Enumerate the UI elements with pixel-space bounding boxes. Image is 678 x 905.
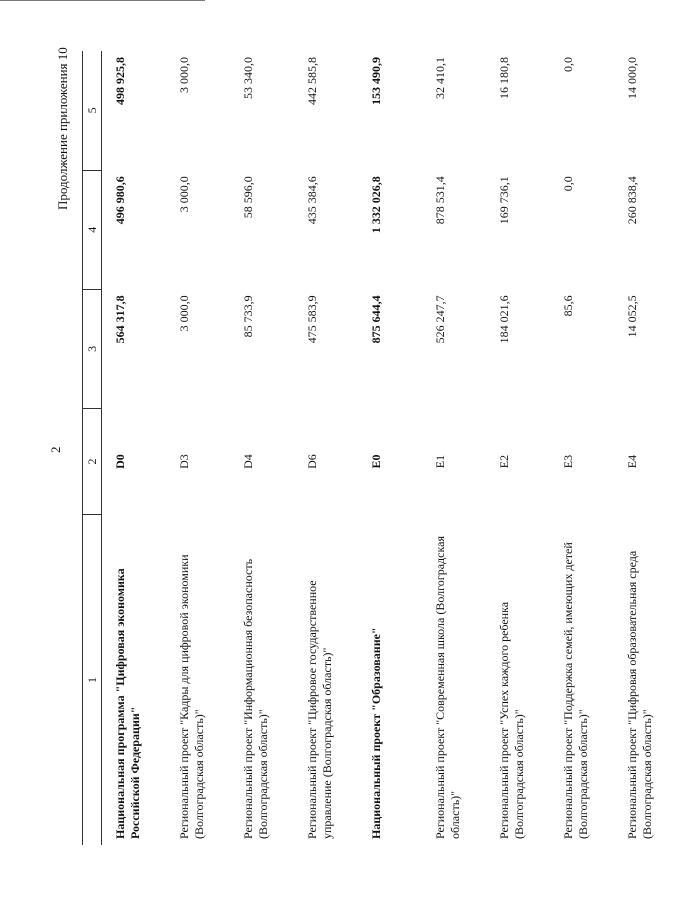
table-row bbox=[294, 51, 358, 845]
row-value-col-4: 260 838,4 bbox=[625, 176, 639, 225]
table-row bbox=[358, 51, 422, 845]
table-row bbox=[422, 51, 486, 845]
row-code: D6 bbox=[305, 454, 319, 469]
row-value-col-3: 3 000,0 bbox=[177, 295, 191, 332]
row-code: D4 bbox=[241, 454, 255, 469]
row-name: Региональный проект "Цифровая образовательная среда (Волгоградская область)" bbox=[625, 550, 654, 839]
table-row bbox=[486, 51, 550, 845]
header-row bbox=[83, 51, 102, 845]
row-value-col-5: 53 340,0 bbox=[241, 57, 255, 99]
table-row bbox=[614, 51, 678, 845]
row-value-col-4: 435 384,6 bbox=[305, 176, 319, 225]
row-value-col-4: 3 000,0 bbox=[177, 176, 191, 213]
row-value-col-3: 475 583,9 bbox=[305, 295, 319, 344]
header-col-5: 5 bbox=[83, 51, 102, 170]
table-row bbox=[230, 51, 294, 845]
row-value-col-5: 14 000,0 bbox=[625, 57, 639, 99]
row-name: Региональный проект "Успех каждого ребенка (Волгоградская область)" bbox=[497, 601, 526, 839]
row-value-col-3: 14 052,5 bbox=[625, 295, 639, 338]
row-code: E4 bbox=[625, 454, 639, 469]
row-name: Национальный проект "Образование" bbox=[369, 627, 383, 839]
row-value-col-4: 169 736,1 bbox=[497, 176, 511, 225]
row-value-col-4: 878 531,4 bbox=[433, 176, 447, 225]
row-value-col-3: 564 317,8 bbox=[113, 295, 127, 344]
header-col-2: 2 bbox=[83, 408, 102, 514]
row-value-col-5: 16 180,8 bbox=[497, 57, 511, 99]
row-value-col-4: 1 332 026,8 bbox=[369, 176, 383, 234]
table-row bbox=[102, 51, 167, 845]
row-value-col-3: 875 644,4 bbox=[369, 295, 383, 344]
continuation-label: Продолжение приложения 10 bbox=[55, 47, 70, 210]
row-value-col-4: 0,0 bbox=[561, 176, 575, 192]
row-value-col-4: 58 596,0 bbox=[241, 176, 255, 219]
row-code: D0 bbox=[113, 454, 127, 469]
row-value-col-5: 442 585,8 bbox=[305, 57, 319, 105]
row-value-col-5: 498 925,8 bbox=[113, 57, 127, 105]
row-code: E0 bbox=[369, 454, 383, 469]
row-name: Региональный проект "Информационная безопасность (Волгоградская область)" bbox=[241, 558, 270, 839]
appendix-table bbox=[82, 51, 678, 845]
row-value-col-3: 85 733,9 bbox=[241, 295, 255, 338]
row-value-col-5: 0,0 bbox=[561, 57, 575, 72]
row-value-col-4: 496 980,6 bbox=[113, 176, 127, 225]
row-value-col-5: 153 490,9 bbox=[369, 57, 383, 105]
row-name: Региональный проект "Кадры для цифровой экономики (Волгоградская область)" bbox=[177, 554, 206, 839]
page-number: 2 bbox=[48, 446, 63, 453]
row-code: D3 bbox=[177, 454, 191, 469]
header-col-4: 4 bbox=[83, 170, 102, 289]
row-code: E1 bbox=[433, 454, 447, 469]
row-code: E3 bbox=[561, 454, 575, 469]
row-value-col-3: 184 021,6 bbox=[497, 295, 511, 344]
table-row bbox=[166, 51, 230, 845]
table-row bbox=[550, 51, 614, 845]
row-name: Региональный проект "Цифровое государственное управление (Волгоградская область)" bbox=[305, 580, 334, 839]
header-col-1: 1 bbox=[83, 515, 102, 845]
row-value-col-5: 32 410,1 bbox=[433, 57, 447, 99]
row-name: Региональный проект "Современная школа (Волгоградская область)" bbox=[433, 536, 462, 839]
header-col-3: 3 bbox=[83, 289, 102, 408]
row-value-col-5: 3 000,0 bbox=[177, 57, 191, 93]
row-name: Региональный проект "Поддержка семей, имеющих детей (Волгоградская область)" bbox=[561, 542, 590, 839]
row-value-col-3: 85,6 bbox=[561, 295, 575, 317]
row-code: E2 bbox=[497, 454, 511, 469]
row-name: Национальная программа "Цифровая экономика Российской Федерации" bbox=[113, 568, 142, 839]
row-value-col-3: 526 247,7 bbox=[433, 295, 447, 344]
